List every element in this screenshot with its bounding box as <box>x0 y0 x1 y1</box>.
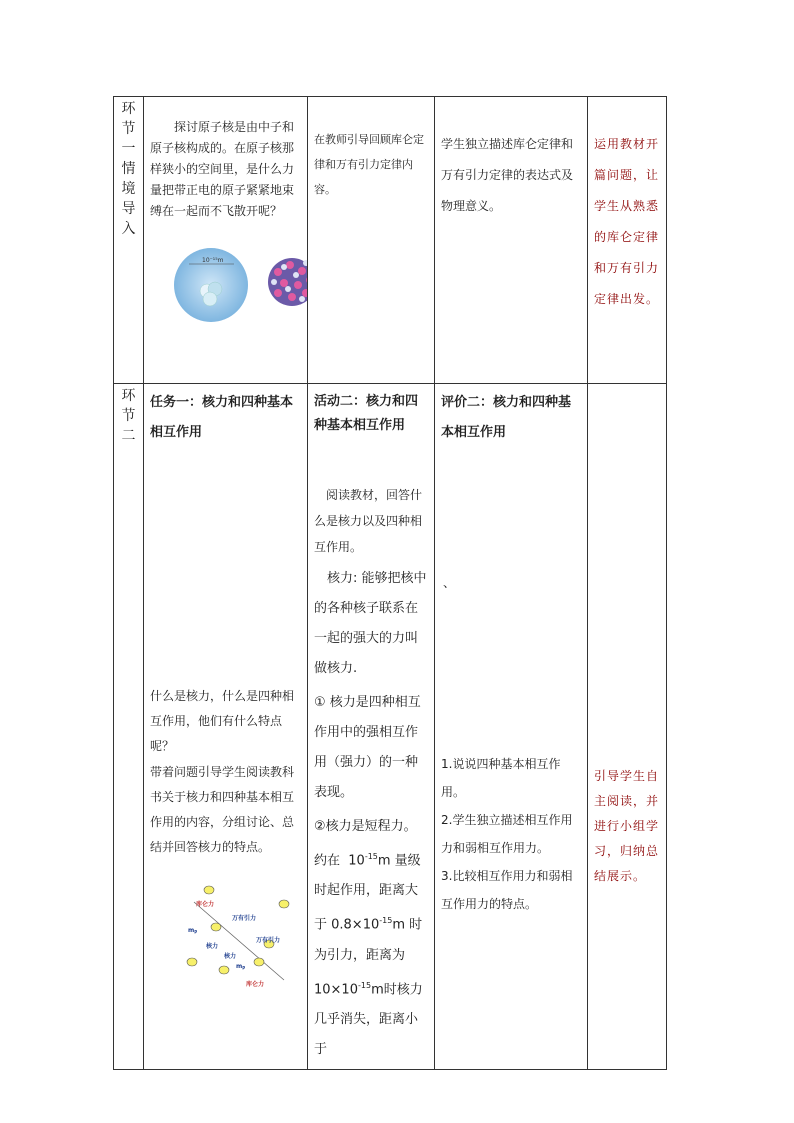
intent-text-2: 引导学生自主阅读，并进行小组学习，归纳总结展示。 <box>594 769 660 883</box>
intro-question: 探讨原子核是由中子和原子核构成的。在原子核那样狭小的空间里，是什么力量把带正电的原子紧紧地束缚在一起而不飞散开呢？ <box>150 120 295 218</box>
section-char: 环 <box>121 101 136 117</box>
task-cell-2 <box>144 384 308 1070</box>
atom-nucleus-figure: 10⁻¹⁵m 质子 中子 <box>174 247 308 327</box>
activity-read: 阅读教材，回答什么是核力以及四种相互作用。 <box>314 488 423 554</box>
intent-cell-1 <box>588 97 667 384</box>
task-title: 任务一：核力和四种基本相互作用 <box>150 395 294 440</box>
task-cell-1 <box>144 97 324 384</box>
section-char: 导 <box>121 201 136 217</box>
section-char: 节 <box>121 121 136 137</box>
section-char: 二 <box>121 428 136 444</box>
nuclear-label-a: 核力 <box>206 943 219 950</box>
lesson-plan-table <box>113 96 667 1070</box>
activity-title: 活动二：核力和四种基本相互作用 <box>314 394 419 433</box>
evaluation-cell-1 <box>435 97 588 384</box>
coulomb-label-top: 库仑力 <box>196 901 215 908</box>
evaluation-item: 1.说说四种基本相互作用。 <box>441 757 561 799</box>
task-question: 什么是核力，什么是四种相互作用，他们有什么特点呢？ <box>150 689 295 753</box>
evaluation-title: 评价二：核力和四种基本相互作用 <box>441 395 572 440</box>
evaluation-cell-2 <box>435 384 588 1070</box>
section-char: 境 <box>121 181 136 197</box>
stray-mark: 、 <box>443 576 456 590</box>
section-label-2 <box>114 384 144 1070</box>
section-char: 情 <box>121 161 136 177</box>
section-char: 环 <box>121 388 136 404</box>
row-situation-intro <box>114 97 667 384</box>
section-char: 入 <box>121 221 136 237</box>
nuclear-label-b: 核力 <box>224 953 237 960</box>
point-short-range: ②核力是短程力。约在 $10^{-15}m$ 量级时起作用，距离大于 $0.8\times 10^{-15}m$ 时为引力，距离为 $10\times 10^{-15}m$时核力几乎消失，距离小于 <box>314 819 423 1057</box>
gravitation-label-bottom: 万有引力 <box>256 937 281 944</box>
mass-label-top: $m_P$ <box>188 927 198 935</box>
point-strong-force: ① 核力是四种相互作用中的强相互作用（强力）的一种表现。 <box>314 695 421 800</box>
nuclear-force-diagram <box>184 882 294 992</box>
section-label-1 <box>114 97 144 384</box>
row-section-two <box>114 384 667 1070</box>
coulomb-label-bottom: 库仑力 <box>246 981 265 988</box>
section-char: 一 <box>121 141 136 157</box>
describe-text: 学生独立描述库仑定律和万有引力定律的表达式及物理意义。 <box>441 137 574 213</box>
intent-cell-2 <box>588 384 667 1070</box>
activity-cell-1 <box>308 97 435 384</box>
task-guide: 带着问题引导学生阅读教科书关于核力和四种基本相互作用的内容，分组讨论、总结并回答核力的特点。 <box>150 765 295 854</box>
nuclear-force-definition: 核力: 能够把核中的各种核子联系在一起的强大的力叫做核力. <box>314 571 427 676</box>
mass-label-bottom: $m_P$ <box>236 963 246 971</box>
evaluation-item: 2.学生独立描述相互作用力和弱相互作用力。 <box>441 813 573 855</box>
review-text: 在教师引导回顾库仑定律和万有引力定律内容。 <box>314 133 424 196</box>
section-char: 节 <box>121 408 136 424</box>
activity-cell-2 <box>308 384 435 1070</box>
atom-scale-label: 10⁻¹⁵m <box>202 257 224 264</box>
intent-text-1: 运用教材开篇问题，让学生从熟悉的库仑定律和万有引力定律出发。 <box>594 137 660 306</box>
gravitation-label-top: 万有引力 <box>232 915 257 922</box>
evaluation-item: 3.比较相互作用力和弱相互作用力的特点。 <box>441 869 573 911</box>
